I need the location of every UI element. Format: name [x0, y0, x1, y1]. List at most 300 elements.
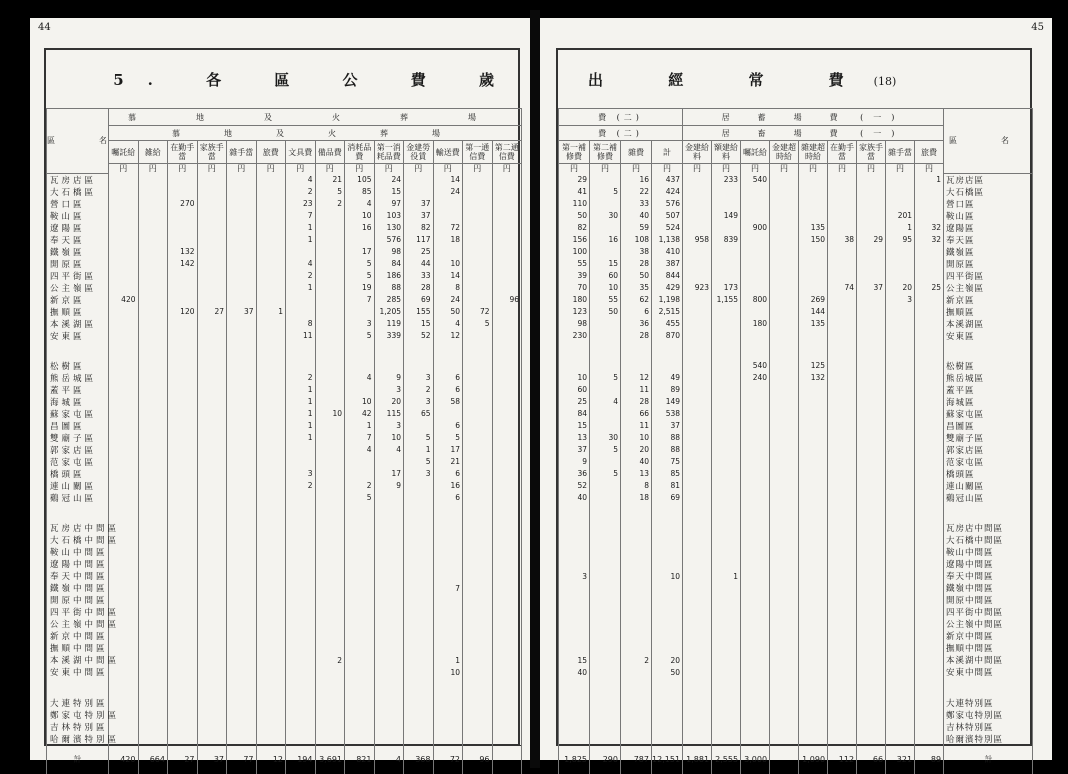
table-row [559, 630, 1033, 642]
empty-cell [463, 342, 493, 351]
empty-cell [47, 687, 109, 696]
district-name: 昌圖區 [47, 420, 109, 432]
value-cell [683, 721, 712, 733]
value-cell: 55 [590, 294, 621, 306]
value-cell [741, 654, 770, 666]
value-cell [857, 173, 886, 186]
value-cell [168, 210, 198, 222]
empty-cell [47, 678, 109, 687]
value-cell [741, 642, 770, 654]
district-name: 四平街中間區 [47, 606, 109, 618]
value-cell [857, 372, 886, 384]
value-cell: 20 [374, 396, 404, 408]
value-cell [712, 246, 741, 258]
value-cell [197, 733, 227, 746]
table-row [47, 546, 522, 558]
value-cell [857, 480, 886, 492]
value-cell [886, 642, 915, 654]
value-cell: 17 [374, 468, 404, 480]
total-value: 368 [404, 745, 434, 774]
table-row [47, 570, 522, 582]
district-name: 鄭家屯特別區 [944, 709, 1033, 721]
value-cell [197, 582, 227, 594]
total-value: 1,825 [559, 745, 590, 774]
value-cell: 25 [915, 282, 944, 294]
value-cell [168, 330, 198, 342]
value-cell [857, 384, 886, 396]
empty-cell [683, 513, 712, 522]
value-cell [741, 522, 770, 534]
district-name: 哈爾濱特別區 [47, 733, 109, 746]
page-number-left: 44 [38, 22, 51, 33]
value-cell [590, 558, 621, 570]
value-cell [227, 582, 257, 594]
value-cell [404, 630, 434, 642]
value-cell: 455 [652, 318, 683, 330]
value-cell [109, 570, 139, 582]
value-cell [652, 721, 683, 733]
value-cell: 135 [799, 222, 828, 234]
value-cell [828, 666, 857, 678]
empty-cell [944, 351, 1033, 360]
value-cell [286, 570, 316, 582]
empty-cell [770, 687, 799, 696]
district-name: 瓦房店區 [944, 173, 1033, 186]
empty-cell [374, 687, 404, 696]
table-row [559, 420, 1033, 432]
value-cell [492, 420, 522, 432]
value-cell [770, 246, 799, 258]
value-cell [741, 697, 770, 709]
value-cell [463, 396, 493, 408]
district-name: 連山關區 [944, 480, 1033, 492]
value-cell [590, 173, 621, 186]
value-cell: 538 [652, 408, 683, 420]
value-cell: 88 [652, 444, 683, 456]
value-cell [886, 408, 915, 420]
value-cell [256, 432, 286, 444]
value-cell [915, 318, 944, 330]
value-cell [886, 522, 915, 534]
value-cell [770, 372, 799, 384]
empty-cell [799, 504, 828, 513]
value-cell: 62 [621, 294, 652, 306]
column-header: 在勤手當 [168, 141, 198, 164]
value-cell [197, 432, 227, 444]
value-cell [374, 582, 404, 594]
value-cell: 40 [621, 210, 652, 222]
value-cell: 5 [404, 456, 434, 468]
column-header: 家族手當 [197, 141, 227, 164]
value-cell [559, 522, 590, 534]
value-cell [492, 721, 522, 733]
value-cell [463, 282, 493, 294]
table-row [559, 222, 1033, 234]
district-name: 范家屯區 [47, 456, 109, 468]
total-row [47, 745, 522, 774]
value-cell [559, 558, 590, 570]
table-row [47, 330, 522, 342]
value-cell [227, 468, 257, 480]
value-cell [886, 534, 915, 546]
value-cell: 4 [286, 173, 316, 186]
table-row [47, 234, 522, 246]
unit-label: 円 [286, 164, 316, 174]
value-cell [138, 408, 168, 420]
value-cell [886, 492, 915, 504]
empty-cell [857, 351, 886, 360]
value-cell [463, 492, 493, 504]
total-value: 1,881 [683, 745, 712, 774]
value-cell [227, 318, 257, 330]
value-cell [828, 222, 857, 234]
left-expenditure-table [46, 108, 522, 774]
value-cell [315, 396, 345, 408]
value-cell [712, 709, 741, 721]
table-row [559, 582, 1033, 594]
value-cell [683, 709, 712, 721]
empty-cell [712, 513, 741, 522]
value-cell [828, 654, 857, 666]
value-cell [652, 630, 683, 642]
value-cell [286, 492, 316, 504]
value-cell [799, 570, 828, 582]
value-cell: 5 [590, 444, 621, 456]
value-cell [256, 258, 286, 270]
value-cell: 117 [404, 234, 434, 246]
value-cell [109, 246, 139, 258]
column-header: 雜建超時給 [799, 141, 828, 164]
value-cell [315, 666, 345, 678]
table-row [559, 234, 1033, 246]
value-cell [712, 721, 741, 733]
value-cell [463, 709, 493, 721]
value-cell: 3 [404, 396, 434, 408]
value-cell [168, 408, 198, 420]
value-cell [590, 492, 621, 504]
empty-cell [915, 513, 944, 522]
value-cell [138, 396, 168, 408]
district-name: 鷄冠山區 [944, 492, 1033, 504]
empty-cell [197, 351, 227, 360]
value-cell [404, 570, 434, 582]
empty-cell [741, 504, 770, 513]
value-cell [915, 642, 944, 654]
table-row [559, 294, 1033, 306]
value-cell [828, 721, 857, 733]
value-cell [433, 546, 463, 558]
value-cell [590, 522, 621, 534]
value-cell [683, 546, 712, 558]
table-row [47, 468, 522, 480]
value-cell: 16 [433, 480, 463, 492]
table-row [559, 480, 1033, 492]
total-value: 77 [227, 745, 257, 774]
value-cell [799, 258, 828, 270]
value-cell [404, 480, 434, 492]
value-cell [857, 468, 886, 480]
value-cell [138, 570, 168, 582]
empty-cell [652, 351, 683, 360]
value-cell [256, 666, 286, 678]
empty-cell [197, 342, 227, 351]
header-group-top: 慕 地 及 火 葬 場 [109, 109, 522, 126]
value-cell [590, 222, 621, 234]
value-cell: 576 [374, 234, 404, 246]
district-name: 鐵嶺中間區 [944, 582, 1033, 594]
value-cell: 1 [433, 654, 463, 666]
value-cell [915, 198, 944, 210]
value-cell [770, 396, 799, 408]
value-cell [712, 522, 741, 534]
value-cell [559, 618, 590, 630]
value-cell [770, 258, 799, 270]
value-cell [683, 456, 712, 468]
district-name: 大石橋區 [944, 186, 1033, 198]
value-cell [286, 558, 316, 570]
header-right-top: 居 蓄 場 費 (一) [683, 109, 944, 126]
value-cell: 10 [345, 210, 375, 222]
value-cell [712, 697, 741, 709]
value-cell [915, 432, 944, 444]
empty-cell [559, 687, 590, 696]
district-name: 吉林特別區 [47, 721, 109, 733]
value-cell [315, 420, 345, 432]
district-name: 四平街區 [47, 270, 109, 282]
value-cell [463, 654, 493, 666]
value-cell: 387 [652, 258, 683, 270]
total-value: 664 [138, 745, 168, 774]
value-cell [256, 492, 286, 504]
value-cell [463, 582, 493, 594]
section-gap [559, 687, 1033, 696]
value-cell [197, 258, 227, 270]
unit-label: 円 [590, 164, 621, 174]
empty-cell [168, 513, 198, 522]
value-cell: 10 [345, 396, 375, 408]
value-cell: 105 [345, 173, 375, 186]
value-cell [683, 630, 712, 642]
value-cell [168, 372, 198, 384]
value-cell: 5 [590, 186, 621, 198]
left-title-strip [46, 50, 518, 109]
value-cell [138, 372, 168, 384]
value-cell: 15 [374, 186, 404, 198]
district-name: 奉天中間區 [47, 570, 109, 582]
empty-cell [652, 513, 683, 522]
value-cell [315, 721, 345, 733]
district-name: 四平街中間區 [944, 606, 1033, 618]
value-cell [345, 522, 375, 534]
district-name: 蓋平區 [47, 384, 109, 396]
value-cell [374, 546, 404, 558]
value-cell [492, 330, 522, 342]
column-header: 旅費 [915, 141, 944, 164]
value-cell: 900 [741, 222, 770, 234]
value-cell [621, 630, 652, 642]
table-row [47, 618, 522, 630]
value-cell [741, 270, 770, 282]
value-cell [492, 173, 522, 186]
value-cell [404, 697, 434, 709]
value-cell [404, 618, 434, 630]
value-cell [712, 306, 741, 318]
district-name: 鐵嶺區 [47, 246, 109, 258]
value-cell [286, 360, 316, 372]
value-cell [433, 360, 463, 372]
value-cell [712, 432, 741, 444]
value-cell [286, 582, 316, 594]
value-cell: 5 [345, 330, 375, 342]
value-cell: 15 [404, 318, 434, 330]
value-cell [345, 360, 375, 372]
value-cell [621, 666, 652, 678]
value-cell [652, 360, 683, 372]
value-cell [492, 432, 522, 444]
value-cell [286, 534, 316, 546]
value-cell [138, 234, 168, 246]
value-cell [559, 697, 590, 709]
table-row [559, 246, 1033, 258]
value-cell [492, 582, 522, 594]
column-header: 金建勞役賃 [404, 141, 434, 164]
value-cell [315, 234, 345, 246]
district-name: 連山關區 [47, 480, 109, 492]
value-cell [138, 420, 168, 432]
value-cell: 15 [559, 654, 590, 666]
district-name: 遼陽中間區 [47, 558, 109, 570]
value-cell: 6 [433, 492, 463, 504]
district-name: 蘇家屯區 [944, 408, 1033, 420]
value-cell: 142 [168, 258, 198, 270]
total-value [492, 745, 522, 774]
value-cell [138, 186, 168, 198]
empty-cell [47, 504, 109, 513]
value-cell [741, 534, 770, 546]
empty-cell [492, 513, 522, 522]
value-cell [138, 432, 168, 444]
empty-cell [886, 504, 915, 513]
value-cell [168, 654, 198, 666]
value-cell [915, 697, 944, 709]
left-table-body [47, 173, 522, 774]
value-cell [404, 360, 434, 372]
value-cell [433, 408, 463, 420]
value-cell [374, 594, 404, 606]
empty-cell [404, 351, 434, 360]
value-cell: 4 [590, 396, 621, 408]
district-name: 遼陽中間區 [944, 558, 1033, 570]
value-cell: 923 [683, 282, 712, 294]
value-cell [138, 270, 168, 282]
value-cell [559, 360, 590, 372]
district-name: 本溪湖區 [47, 318, 109, 330]
value-cell [857, 654, 886, 666]
district-name: 營口區 [47, 198, 109, 210]
value-cell [492, 408, 522, 420]
value-cell [256, 522, 286, 534]
value-cell [197, 282, 227, 294]
value-cell [256, 198, 286, 210]
table-row [559, 173, 1033, 186]
value-cell [712, 666, 741, 678]
value-cell: 89 [652, 384, 683, 396]
value-cell [197, 522, 227, 534]
value-cell [683, 246, 712, 258]
value-cell [886, 468, 915, 480]
empty-cell [168, 678, 198, 687]
left-page [30, 18, 530, 765]
table-row [47, 582, 522, 594]
empty-cell [828, 342, 857, 351]
value-cell [256, 330, 286, 342]
value-cell: 25 [559, 396, 590, 408]
district-name: 雙廟子區 [47, 432, 109, 444]
value-cell [315, 630, 345, 642]
value-cell: 3 [404, 372, 434, 384]
value-cell: 135 [799, 318, 828, 330]
value-cell [590, 721, 621, 733]
value-cell [857, 582, 886, 594]
value-cell [683, 173, 712, 186]
value-cell [227, 432, 257, 444]
value-cell [492, 546, 522, 558]
value-cell [463, 330, 493, 342]
value-cell [683, 372, 712, 384]
value-cell [168, 606, 198, 618]
table-row [47, 360, 522, 372]
value-cell [256, 468, 286, 480]
value-cell [915, 558, 944, 570]
value-cell [197, 480, 227, 492]
value-cell [138, 630, 168, 642]
empty-cell [374, 351, 404, 360]
empty-cell [741, 687, 770, 696]
value-cell [590, 480, 621, 492]
value-cell: 4 [374, 444, 404, 456]
left-page-title: 5. 各 區 公 費 歲 [113, 71, 518, 89]
value-cell: 10 [652, 570, 683, 582]
value-cell: 410 [652, 246, 683, 258]
empty-cell [590, 513, 621, 522]
empty-cell [492, 678, 522, 687]
value-cell [799, 709, 828, 721]
value-cell [227, 420, 257, 432]
value-cell [621, 360, 652, 372]
empty-cell [227, 351, 257, 360]
district-name: 吉林特別區 [944, 721, 1033, 733]
empty-cell [944, 504, 1033, 513]
value-cell [315, 372, 345, 384]
value-cell [109, 198, 139, 210]
value-cell [315, 444, 345, 456]
value-cell [138, 546, 168, 558]
value-cell [828, 582, 857, 594]
column-header: 家族手當 [857, 141, 886, 164]
value-cell [492, 468, 522, 480]
value-cell [712, 318, 741, 330]
value-cell [915, 444, 944, 456]
value-cell [741, 666, 770, 678]
table-row [47, 534, 522, 546]
value-cell [433, 570, 463, 582]
value-cell: 4 [345, 198, 375, 210]
value-cell [621, 733, 652, 746]
value-cell [621, 721, 652, 733]
value-cell [433, 558, 463, 570]
table-row [47, 630, 522, 642]
value-cell: 1 [404, 444, 434, 456]
